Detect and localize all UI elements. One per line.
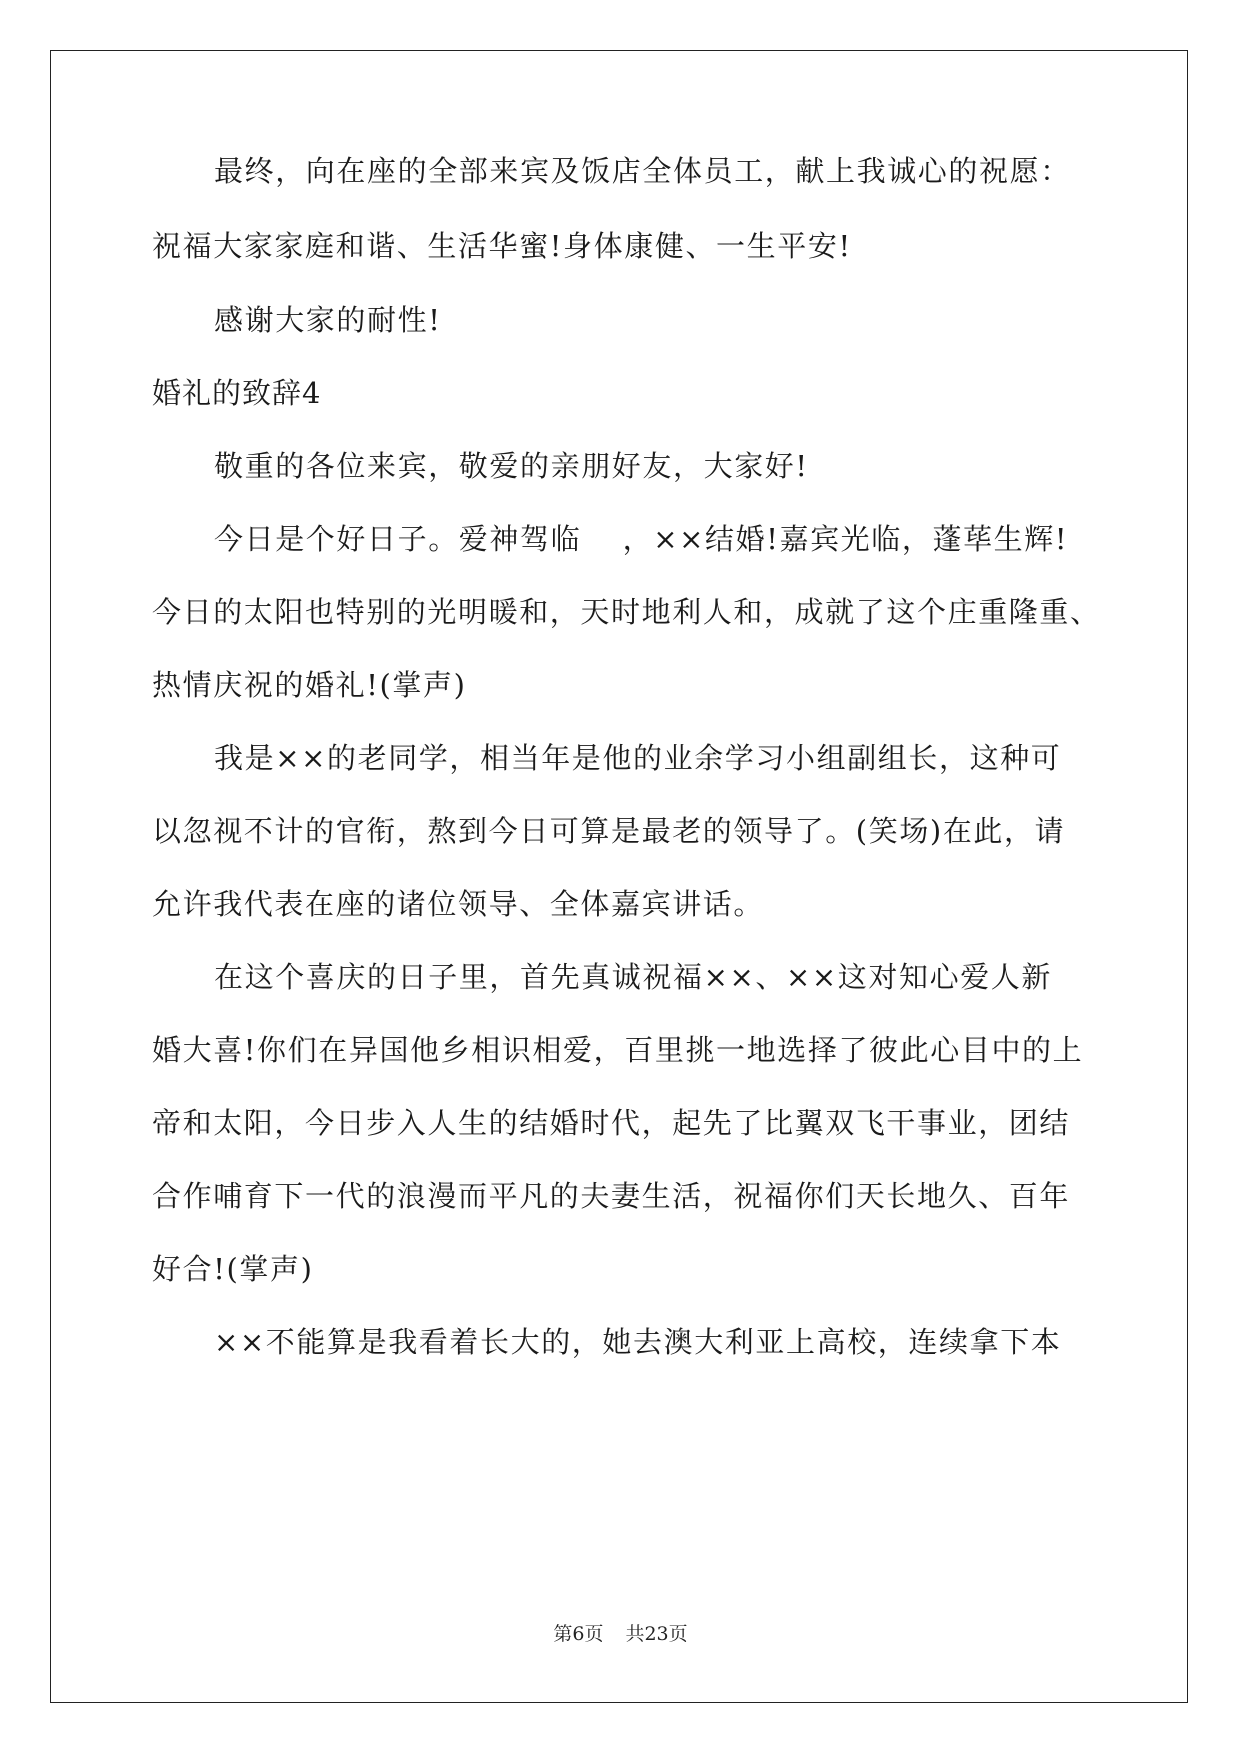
paragraph-line: 敬重的各位来宾，敬爱的亲朋好友，大家好! bbox=[214, 449, 809, 483]
paragraph-line: 婚大喜!你们在异国他乡相识相爱，百里挑一地选择了彼此心目中的上 bbox=[152, 1033, 1084, 1067]
paragraph-line: 以忽视不计的官衔，熬到今日可算是最老的领导了。(笑场)在此，请 bbox=[152, 814, 1066, 848]
paragraph-line: 帝和太阳，今日步入人生的结婚时代，起先了比翼双飞干事业，团结 bbox=[152, 1106, 1071, 1140]
page-total: 共23页 bbox=[625, 1623, 688, 1645]
paragraph-line: 合作哺育下一代的浪漫而平凡的夫妻生活，祝福你们天长地久、百年 bbox=[152, 1179, 1071, 1213]
page-number: 第6页 bbox=[553, 1623, 604, 1645]
page-border bbox=[50, 50, 1188, 1703]
paragraph-line: 祝福大家家庭和谐、生活华蜜!身体康健、一生平安! bbox=[152, 229, 852, 263]
paragraph-line: 允许我代表在座的诸位领导、全体嘉宾讲话。 bbox=[152, 887, 765, 921]
paragraph-line: 今日的太阳也特别的光明暖和，天时地利人和，成就了这个庄重隆重、 bbox=[152, 595, 1101, 629]
paragraph-line: ××不能算是我看着长大的，她去澳大利亚上高校，连续拿下本 bbox=[214, 1325, 1062, 1359]
page-footer bbox=[0, 1622, 1241, 1646]
paragraph-line: 最终，向在座的全部来宾及饭店全体员工，献上我诚心的祝愿： bbox=[214, 154, 1071, 188]
paragraph-line: 在这个喜庆的日子里，首先真诚祝福××、××这对知心爱人新 bbox=[214, 960, 1052, 994]
paragraph-line: 热情庆祝的婚礼!(掌声) bbox=[152, 668, 467, 702]
paragraph-line: 好合!(掌声) bbox=[152, 1252, 314, 1286]
paragraph-line: 今日是个好日子。爱神驾临 ，××结婚!嘉宾光临，蓬荜生辉! bbox=[214, 522, 1069, 556]
paragraph-line: 感谢大家的耐性! bbox=[214, 303, 442, 337]
paragraph-line: 我是××的老同学，相当年是他的业余学习小组副组长，这种可 bbox=[214, 741, 1062, 775]
section-heading: 婚礼的致辞4 bbox=[152, 376, 322, 410]
